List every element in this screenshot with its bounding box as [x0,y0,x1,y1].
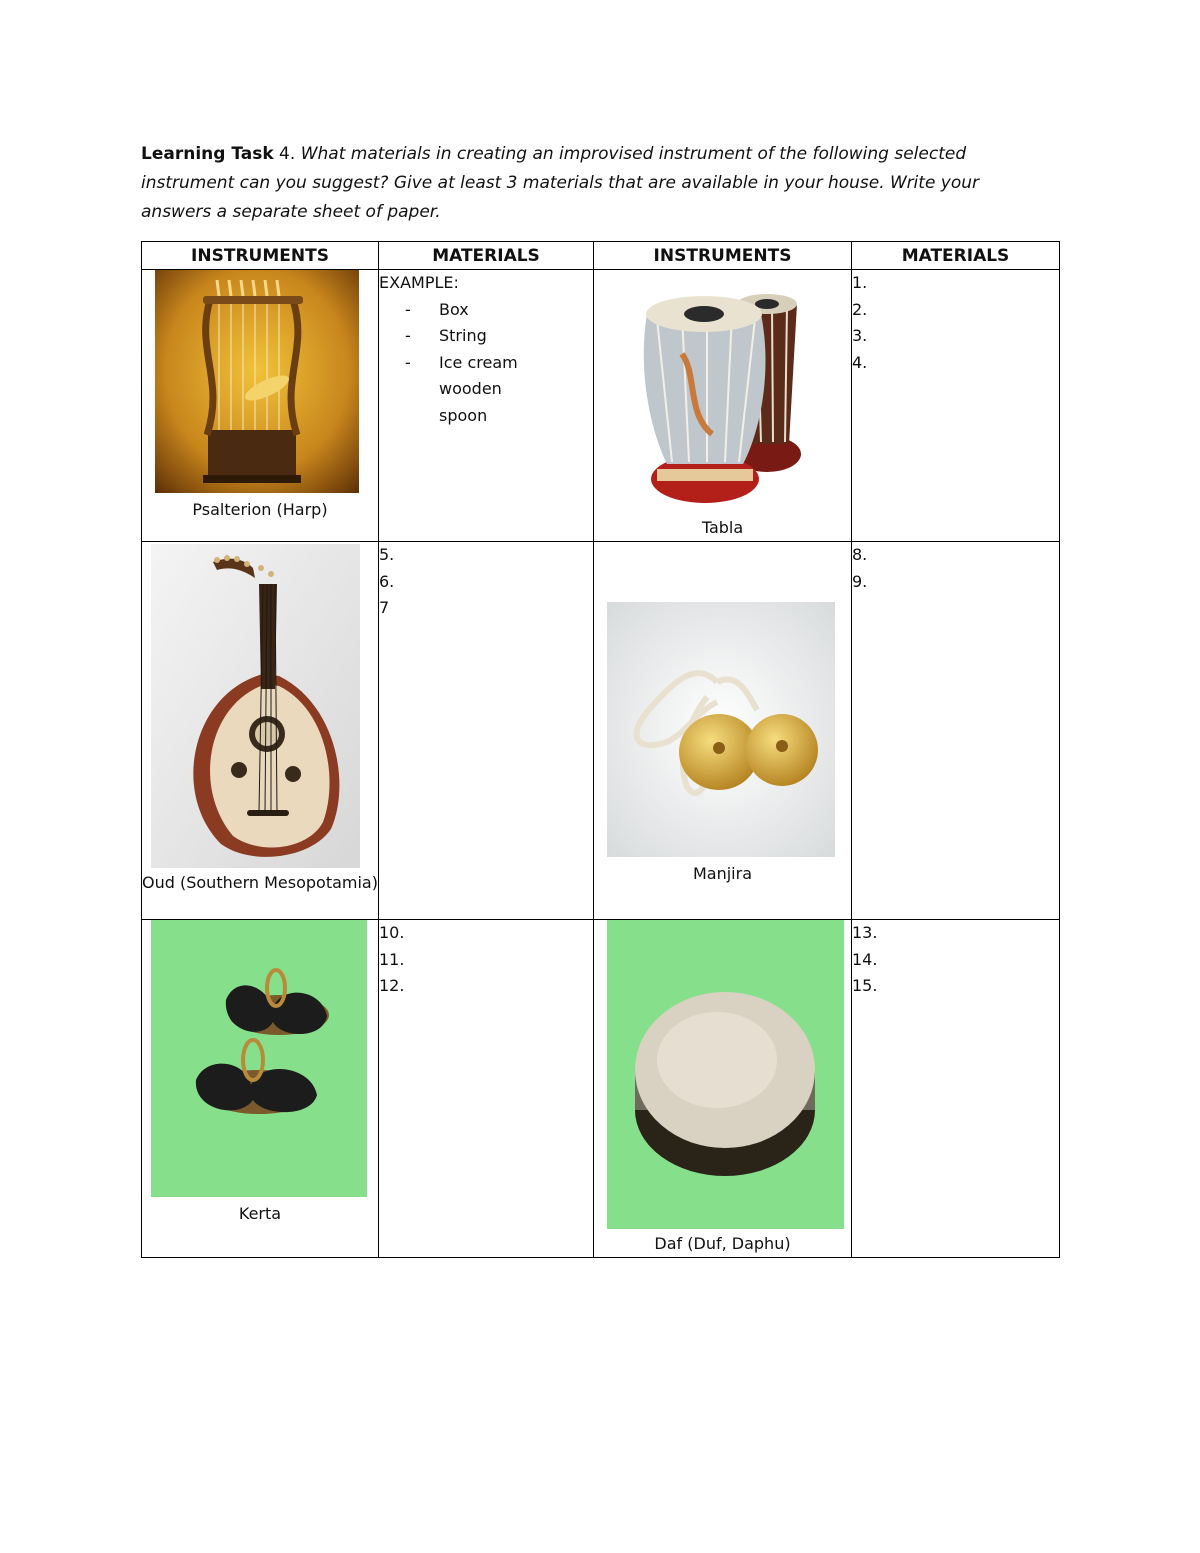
header-instruments-2: INSTRUMENTS [594,242,852,270]
answer-line: 4. [852,352,868,372]
table-row [142,270,1060,542]
instrument-cell-daf [594,920,852,1258]
answer-line: 12. [379,976,405,995]
list-item: - Ice cream wooden spoon [405,352,518,425]
task-heading [141,140,1021,227]
daf-photo-icon [607,920,844,1229]
instrument-caption: Oud (Southern Mesopotamia) [142,873,378,892]
answer-list [852,542,1059,595]
answer-list [852,920,1059,1000]
task-label: Learning Task [141,144,274,164]
instrument-cell-harp [142,270,379,542]
instrument-caption: Psalterion (Harp) [192,500,328,519]
answer-list [379,920,593,1000]
table-row [142,920,1060,1258]
kerta-photo-icon [151,920,367,1197]
header-instruments-1: INSTRUMENTS [142,242,379,270]
list-item: - Box [405,299,469,319]
answer-line: 9. [852,571,868,591]
answer-line: 7 [379,598,390,617]
answer-line: 10. [379,923,405,942]
instruments-table [141,241,1060,1258]
header-row [142,242,1060,270]
harp-photo-icon [155,270,359,493]
table-row [142,542,1060,920]
instrument-caption: Daf (Duf, Daphu) [654,1234,791,1253]
instrument-cell-manjira [594,542,852,920]
instrument-cell-oud [142,542,379,920]
answer-line: 15. [852,976,878,995]
answer-line: 13. [852,923,878,942]
answer-line: 11. [379,949,405,969]
oud-photo-icon [151,544,360,868]
answers-cell [852,270,1060,542]
answer-line: 14. [852,949,878,969]
answers-cell [852,542,1060,920]
instrument-caption: Tabla [701,518,744,537]
answers-cell [379,542,594,920]
task-number: 4. [279,144,296,164]
task-question: What materials in creating an improvised instrument of the following selected instrument can you suggest? Give at least 3 materials that are available in your house. Write your answers a separate sheet of paper. [141,144,980,222]
answer-list [852,270,1059,376]
answers-cell [379,920,594,1258]
answer-line: 5. [379,545,395,564]
instrument-caption: Manjira [692,864,753,883]
answer-line: 8. [852,545,868,564]
answer-list [379,542,593,622]
instrument-cell-kerta [142,920,379,1258]
manjira-photo-icon [607,602,835,857]
answer-line: 1. [852,273,868,292]
instrument-cell-tabla [594,270,852,542]
answers-cell [852,920,1060,1258]
materials-cell-example [379,270,594,542]
list-item: - String [405,326,487,345]
example-label: EXAMPLE: [379,273,459,292]
instrument-caption: Kerta [238,1204,282,1223]
answer-line: 6. [379,571,395,591]
header-materials-2: MATERIALS [852,242,1060,270]
answer-line: 2. [852,299,868,319]
answer-line: 3. [852,326,868,345]
header-materials-1: MATERIALS [379,242,594,270]
tabla-photo-icon [627,284,807,509]
